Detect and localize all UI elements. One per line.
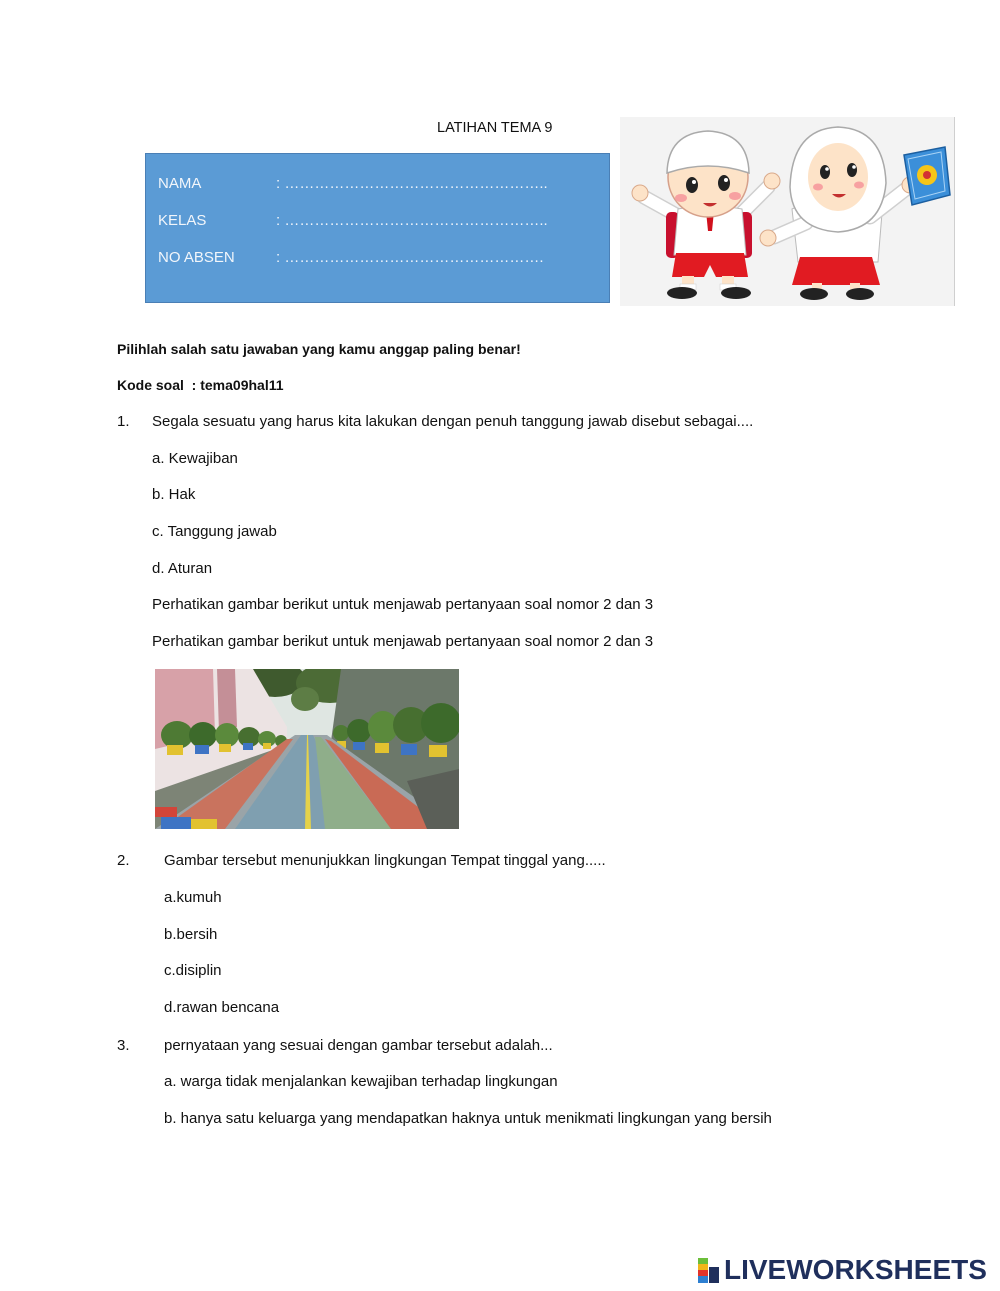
question-2-option-d[interactable]: d.rawan bencana xyxy=(164,999,280,1016)
class-label: KELAS xyxy=(158,212,207,229)
picture-note: Perhatikan gambar berikut untuk menjawab pertanyaan soal nomor 2 dan 3 xyxy=(152,596,654,613)
question-3-option-b[interactable]: b. hanya satu keluarga yang mendapatkan haknya untuk menikmati lingkungan yang bersih xyxy=(164,1110,772,1127)
name-field[interactable]: : …………………………………………….. xyxy=(276,175,548,192)
question-1-option-c[interactable]: c. Tanggung jawab xyxy=(152,523,277,540)
liveworksheets-logo-icon xyxy=(697,1258,721,1283)
question-1-number: 1. xyxy=(117,413,130,430)
question-3-number: 3. xyxy=(117,1037,130,1054)
absen-field[interactable]: : ……………………………………………. xyxy=(276,249,544,266)
instruction-prompt: Pilihlah salah satu jawaban yang kamu anggap paling benar! xyxy=(117,341,521,357)
absen-label: NO ABSEN xyxy=(158,249,235,266)
street-photo xyxy=(155,669,459,829)
question-3-option-a[interactable]: a. warga tidak menjalankan kewajiban terhadap lingkungan xyxy=(164,1073,558,1090)
liveworksheets-logo-text: LIVEWORKSHEETS xyxy=(724,1254,987,1285)
name-label: NAMA xyxy=(158,175,202,192)
question-1-text: Segala sesuatu yang harus kita lakukan dengan penuh tanggung jawab disebut sebagai.... xyxy=(152,413,754,430)
boy-figure xyxy=(632,131,780,299)
question-2-text: Gambar tersebut menunjukkan lingkungan Tempat tinggal yang..... xyxy=(164,852,606,869)
book-icon xyxy=(904,147,950,205)
question-2-option-c[interactable]: c.disiplin xyxy=(164,962,222,979)
question-2-option-a[interactable]: a.kumuh xyxy=(164,889,222,906)
question-code: Kode soal : tema09hal11 xyxy=(117,377,284,393)
identity-box xyxy=(145,153,610,303)
students-illustration-svg xyxy=(620,117,954,306)
page-title: LATIHAN TEMA 9 xyxy=(437,120,553,136)
students-illustration xyxy=(620,117,955,306)
question-2-option-b[interactable]: b.bersih xyxy=(164,926,218,943)
girl-figure xyxy=(760,127,918,300)
question-1-option-b[interactable]: b. Hak xyxy=(152,486,196,503)
question-2-number: 2. xyxy=(117,852,130,869)
street-photo-svg xyxy=(155,669,459,829)
question-3-text: pernyataan yang sesuai dengan gambar tersebut adalah... xyxy=(164,1037,553,1054)
question-1-option-d[interactable]: d. Aturan xyxy=(152,560,213,577)
picture-note: Perhatikan gambar berikut untuk menjawab pertanyaan soal nomor 2 dan 3 xyxy=(152,633,654,650)
class-field[interactable]: : …………………………………………….. xyxy=(276,212,548,229)
question-1-option-a[interactable]: a. Kewajiban xyxy=(152,450,238,467)
